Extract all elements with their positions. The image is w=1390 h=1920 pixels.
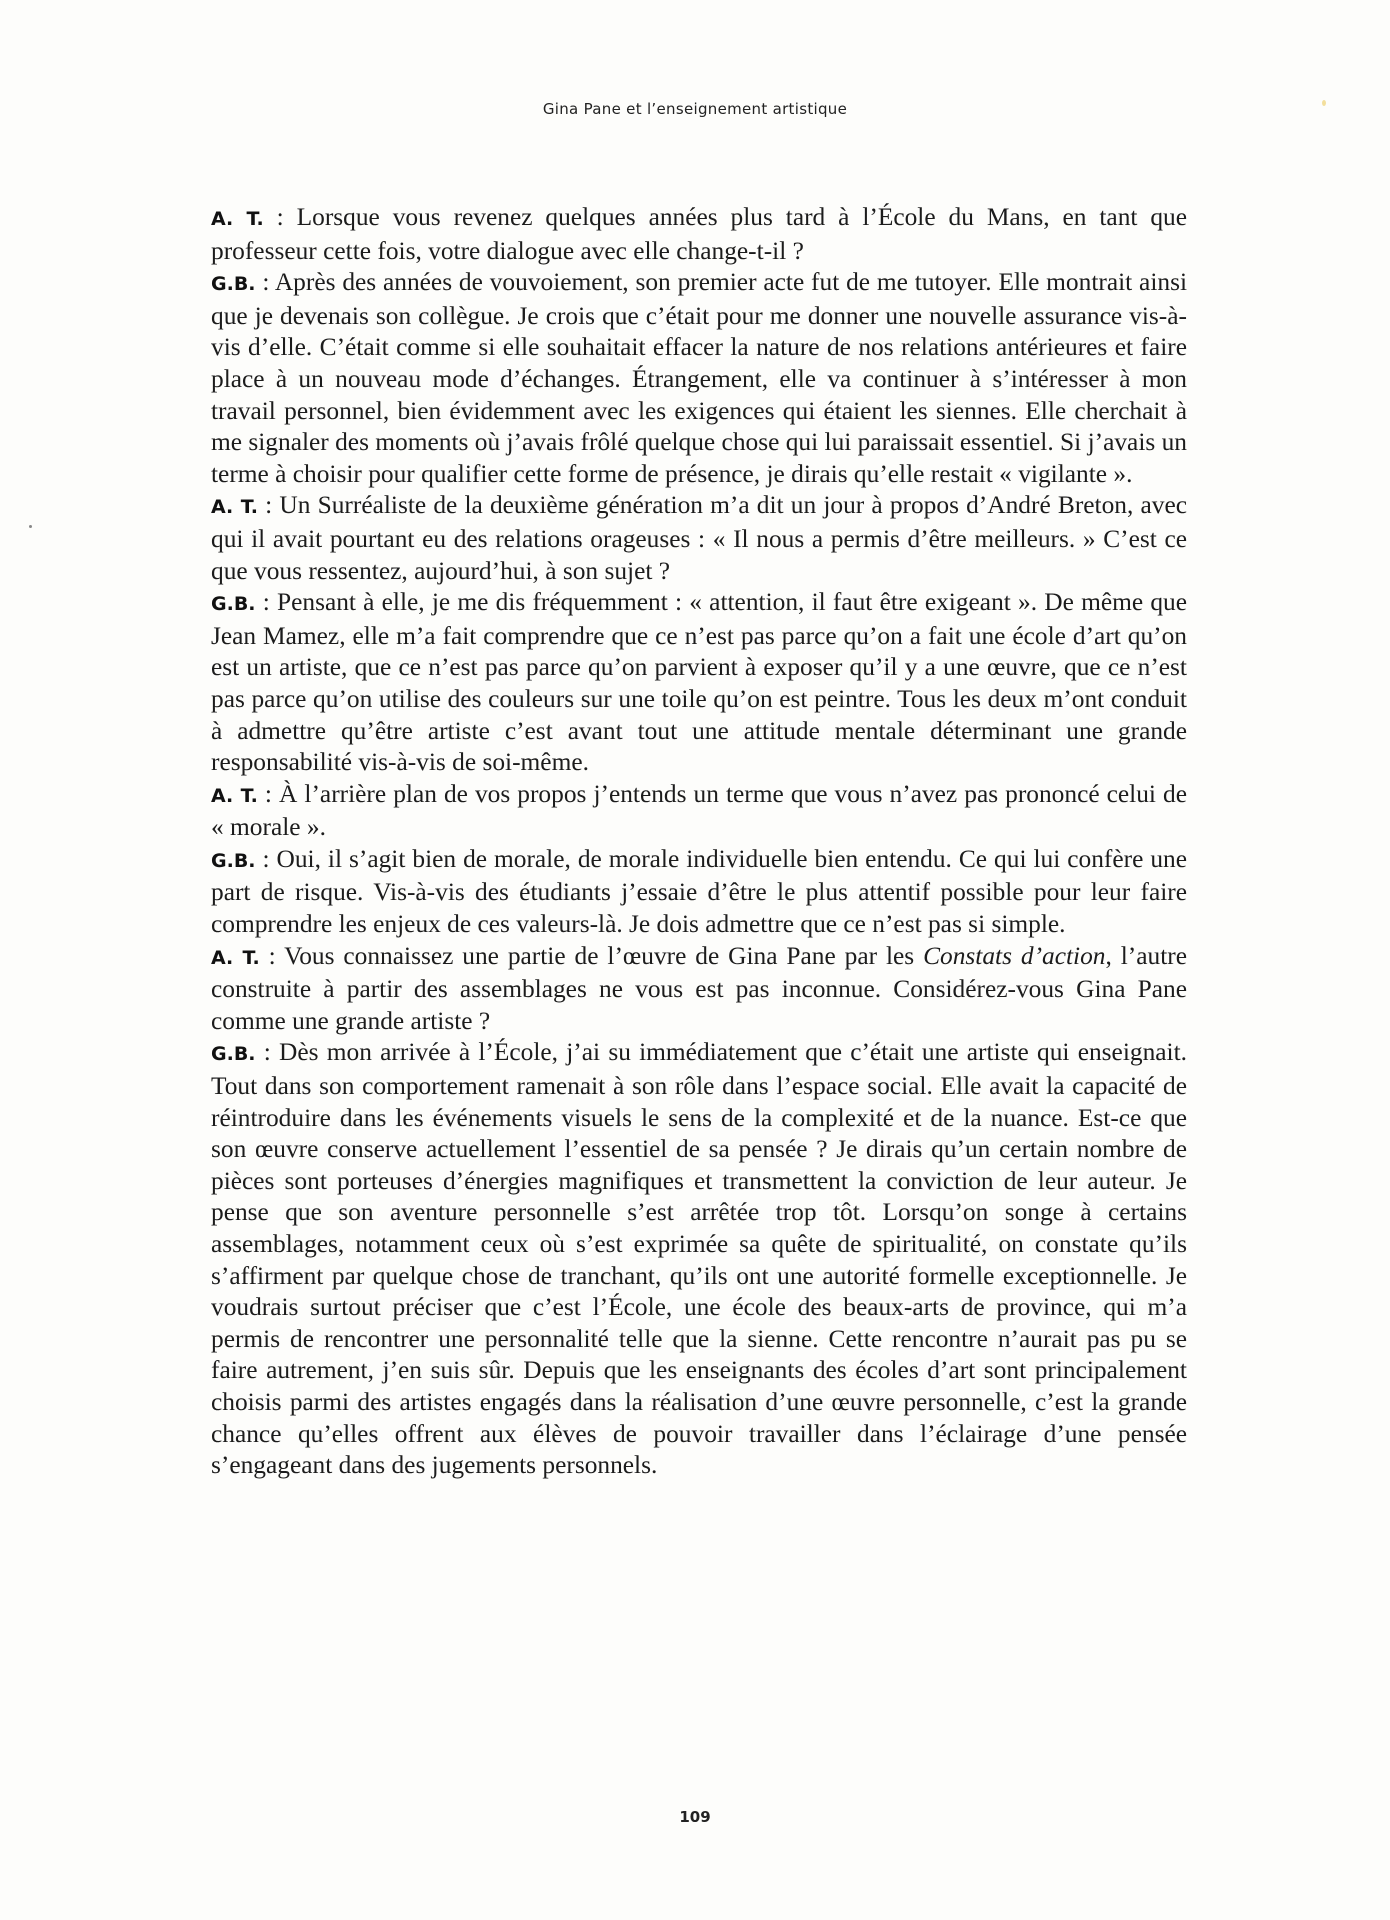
paragraph-text: : Vous connaissez une partie de l’œuvre de Gina Pane par les	[259, 941, 924, 970]
interview-text	[211, 202, 1187, 1482]
running-header: Gina Pane et l’enseignement artistique	[542, 100, 848, 118]
paragraph-text: : Oui, il s’agit bien de morale, de morale individuelle bien entendu. Ce qui lui confère une part de risque. Vis-à-vis des étudiants j’essaie d’être le plus attentif possible pour leur faire comprendre les enjeux de ces valeurs-là. Je dois admettre que ce n’est pas si simple.	[211, 844, 1187, 939]
paragraph-text: : À l’arrière plan de vos propos j’entends un terme que vous n’avez pas prononcé celui de « morale ».	[211, 779, 1187, 842]
paper-speck	[29, 525, 32, 528]
interview-paragraph	[211, 779, 1187, 844]
paragraph-text: : Après des années de vouvoiement, son premier acte fut de me tutoyer. Elle montrait ainsi que je devenais son collègue. Je crois que c’était pour me donner une nouvelle assurance vis-à-vis d’elle. C’était comme si elle souhaitait effacer la nature de nos relations antérieures et faire place à un nouveau mode d’échanges. Étrangement, elle va continuer à s’intéresser à mon travail personnel, bien évidemment avec les exigences qui étaient les siennes. Elle cherchait à me signaler des moments où j’avais frôlé quelque chose qui lui paraissait essentiel. Si j’avais un terme à choisir pour qualifier cette forme de présence, je dirais qu’elle restait « vigilante ».	[211, 268, 1187, 488]
interview-paragraph	[211, 490, 1187, 587]
paragraph-text: : Un Surréaliste de la deuxième génération m’a dit un jour à propos d’André Breton, avec qui il avait pourtant eu des relations orageuses : « Il nous a permis d’être meilleurs. » C’est ce que vous ressentez, aujourd’hui, à son sujet ?	[211, 491, 1188, 585]
speaker-label: A. T.	[211, 784, 258, 807]
paragraph-text: : Pensant à elle, je me dis fréquemment : « attention, il faut être exigeant ». De même que Jean Mamez, elle m’a fait comprendre que ce n’est pas parce qu’on a fait une école d’art qu’on est un artiste, que ce n’est pas parce qu’on parvient à exposer qu’il y a une œuvre, que ce n’est pas parce qu’on utilise des couleurs sur une toile qu’on est peintre. Tous les deux m’ont conduit à admettre qu’être artiste c’est avant tout une attitude mentale déterminant une grande responsabilité vis-à-vis de soi-même.	[211, 588, 1187, 777]
paper-speck	[1322, 100, 1326, 106]
interview-paragraph	[211, 1037, 1187, 1481]
interview-paragraph	[211, 844, 1187, 941]
speaker-label: G.B.	[211, 273, 256, 296]
speaker-label: G.B.	[211, 849, 256, 872]
paragraph-text: : Dès mon arrivée à l’École, j’ai su immédiatement que c’était une artiste qui enseignait. Tout dans son comportement ramenait à son rôle dans l’espace social. Elle avait la capacité de réintroduire dans les événements visuels le sens de la complexité et de la nuance. Est-ce que son œuvre conserve actuellement l’essentiel de sa pensée ? Je dirais qu’un certain nombre de pièces sont porteuses d’énergies magnifiques et transmettent la conviction de leur auteur. Je pense que son aventure personnelle s’est arrêtée trop tôt. Lorsqu’on songe à certains assemblages, notamment ceux où s’est exprimée sa quête de spiritualité, on constate qu’ils s’affirment par quelque chose de tranchant, qu’ils ont une autorité formelle exceptionnelle. Je voudrais surtout préciser que c’est l’École, une école des beaux-arts de province, qui m’a permis de rencontrer une personnalité telle que la sienne. Cette rencontre n’aurait pas pu se faire autrement, j’en suis sûr. Depuis que les enseignants des écoles d’art sont principalement choisis parmi des artistes engagés dans la réalisation d’une œuvre personnelle, c’est la grande chance qu’elles offrent aux élèves de pouvoir travailler dans l’éclairage d’une pensée s’engageant dans des jugements personnels.	[211, 1038, 1187, 1480]
speaker-label: G.B.	[211, 593, 256, 616]
interview-paragraph	[211, 202, 1187, 267]
paragraph-text: : Lorsque vous revenez quelques années plus tard à l’École du Mans, en tant que professeur cette fois, votre dialogue avec elle change-t-il ?	[211, 203, 1188, 265]
speaker-label: A. T.	[211, 946, 260, 969]
paragraph-text: , l’autre construite à partir des assemblages ne vous est pas inconnue. Considérez-vous Gina Pane comme une grande artiste ?	[211, 941, 1188, 1035]
italic-title: Constats d’action	[923, 941, 1106, 970]
interview-paragraph	[211, 267, 1187, 490]
interview-paragraph	[211, 941, 1187, 1038]
speaker-label: A. T.	[211, 208, 264, 230]
speaker-label: A. T.	[211, 496, 259, 519]
page-number: 109	[679, 1808, 711, 1826]
interview-paragraph	[211, 587, 1187, 779]
speaker-label: G.B.	[211, 1043, 256, 1066]
